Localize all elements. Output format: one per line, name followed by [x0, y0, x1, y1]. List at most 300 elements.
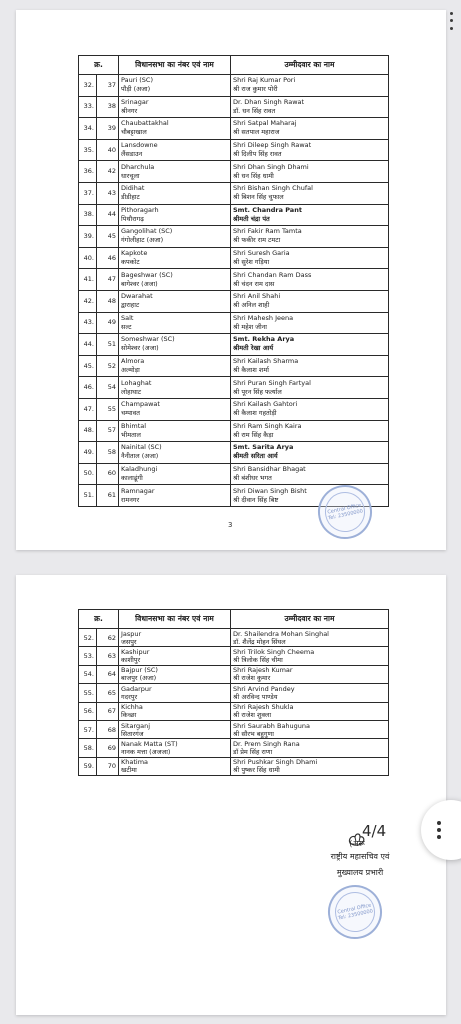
constituency-name-hi: चौबट्टाखाल [121, 128, 147, 137]
constituency-name-hi: लैंसडाउन [121, 150, 143, 159]
candidate-name-hi: श्री पुष्कर सिंह धामी [233, 766, 280, 775]
constituency-name-en: Jaspur [121, 629, 142, 638]
constituency-number: 52 [107, 361, 116, 370]
row-candidate [231, 204, 389, 226]
row-constituency-number [97, 334, 119, 356]
row-constituency [119, 420, 231, 442]
candidate-name-en: Shri Suresh Garia [233, 249, 290, 258]
row-constituency-number [97, 720, 119, 738]
overflow-menu-button[interactable] [446, 10, 456, 32]
constituency-number: 39 [107, 123, 116, 132]
constituency-number: 67 [107, 707, 116, 716]
candidate-name-hi: श्री राज कुमार पोरी [233, 85, 278, 94]
row-constituency [119, 269, 231, 291]
constituency-name-hi: रामनगर [121, 495, 140, 504]
table-row [79, 398, 389, 420]
row-candidate [231, 226, 389, 248]
sno-text: 38. [83, 210, 94, 219]
constituency-name-en: Kapkote [121, 249, 148, 258]
sno-text: 34. [83, 123, 94, 132]
candidate-name-en: Shri Dhan Singh Dhami [233, 162, 309, 171]
constituency-number: 44 [107, 210, 116, 219]
row-constituency-number [97, 269, 119, 291]
sno-text: 53. [83, 652, 94, 661]
candidate-name-hi: श्री कैलाश शर्मा [233, 366, 269, 375]
row-sno [79, 269, 97, 291]
constituency-name-hi: पिथौरागढ़ [121, 214, 144, 223]
row-sno [79, 161, 97, 183]
candidate-name-hi: श्री बंशीधर भगत [233, 473, 272, 482]
row-sno [79, 312, 97, 334]
row-constituency-number [97, 161, 119, 183]
candidate-name-en: Shri Diwan Singh Bisht [233, 486, 307, 495]
row-constituency-number [97, 182, 119, 204]
row-constituency-number [97, 757, 119, 775]
constituency-number: 55 [107, 404, 116, 413]
row-constituency-number [97, 377, 119, 399]
constituency-name-en: Ramnagar [121, 486, 155, 495]
candidate-name-en: Shri Bishan Singh Chufal [233, 184, 313, 193]
table-row [79, 420, 389, 442]
candidate-name-hi: डॉ. धन सिंह रावत [233, 106, 276, 115]
row-constituency-number [97, 485, 119, 507]
row-constituency [119, 118, 231, 140]
table-row [79, 629, 389, 647]
row-sno [79, 757, 97, 775]
constituency-name-hi: बाजपुर (अजा) [121, 674, 157, 683]
constituency-number: 69 [107, 744, 116, 753]
constituency-name-hi: बागेश्वर (अजा) [121, 279, 158, 288]
constituency-number: 54 [107, 383, 116, 392]
candidate-name-en: Shri Bansidhar Bhagat [233, 464, 306, 473]
document-page-3 [16, 10, 446, 550]
row-candidate [231, 757, 389, 775]
row-constituency-number [97, 96, 119, 118]
header-candidate: उम्मीदवार का नाम [231, 56, 389, 75]
row-constituency [119, 702, 231, 720]
constituency-name-hi: भीमताल [121, 430, 141, 439]
row-constituency [119, 334, 231, 356]
row-sno [79, 96, 97, 118]
table-row [79, 355, 389, 377]
row-constituency [119, 75, 231, 97]
row-candidate [231, 684, 389, 702]
row-constituency [119, 204, 231, 226]
row-candidate [231, 290, 389, 312]
candidate-name-en: Shri Rajesh Shukla [233, 703, 294, 712]
candidate-name-hi: डॉ प्रेम सिंह राणा [233, 748, 273, 757]
constituency-name-hi: डीडीहाट [121, 193, 140, 202]
constituency-name-en: Pauri (SC) [121, 76, 154, 85]
row-constituency-number [97, 398, 119, 420]
candidate-name-hi: श्री अनिल शाही [233, 301, 270, 310]
constituency-number: 47 [107, 275, 116, 284]
table-row [79, 312, 389, 334]
row-sno [79, 442, 97, 464]
table-row [79, 182, 389, 204]
row-constituency [119, 463, 231, 485]
constituency-number: 46 [107, 253, 116, 262]
row-candidate [231, 398, 389, 420]
constituency-name-hi: पौड़ी (अजा) [121, 85, 151, 94]
constituency-name-hi: चम्पावत [121, 409, 140, 418]
constituency-number: 70 [107, 762, 116, 771]
table-row [79, 463, 389, 485]
row-constituency [119, 355, 231, 377]
constituency-number: 40 [107, 145, 116, 154]
header-sno: क्र. [79, 56, 119, 75]
candidate-name-en: Shri Dileep Singh Rawat [233, 141, 312, 150]
header-candidate: उम्मीदवार का नाम [231, 610, 389, 629]
sno-text: 58. [83, 744, 94, 753]
row-candidate [231, 182, 389, 204]
sno-text: 50. [83, 469, 94, 478]
table-body [79, 629, 389, 776]
row-constituency [119, 161, 231, 183]
row-constituency-number [97, 247, 119, 269]
candidate-name-en: Shri Kailash Gahtori [233, 400, 298, 409]
row-constituency-number [97, 204, 119, 226]
table-row [79, 75, 389, 97]
candidate-name-en: Smt. Chandra Pant [233, 205, 302, 214]
sno-text: 43. [83, 318, 94, 327]
constituency-name-hi: किच्छा [121, 711, 137, 720]
row-sno [79, 377, 97, 399]
row-constituency [119, 684, 231, 702]
constituency-name-hi: सितारगंज [121, 729, 144, 738]
sno-text: 51. [83, 491, 94, 500]
row-sno [79, 334, 97, 356]
sno-text: 41. [83, 275, 94, 284]
sno-text: 46. [83, 383, 94, 392]
row-constituency-number [97, 118, 119, 140]
row-sno [79, 665, 97, 683]
table-row [79, 684, 389, 702]
candidate-name-en: Shri Fakir Ram Tamta [233, 227, 302, 236]
row-candidate [231, 377, 389, 399]
row-constituency-number [97, 629, 119, 647]
candidate-name-en: Shri Ram Singh Kaira [233, 421, 302, 430]
constituency-number: 38 [107, 102, 116, 111]
row-constituency-number [97, 442, 119, 464]
candidate-name-hi: श्री धन सिंह धामी [233, 171, 274, 180]
row-constituency-number [97, 647, 119, 665]
sno-text: 59. [83, 762, 94, 771]
candidate-name-hi: डॉ. शैलेंद्र मोहन सिंघल [233, 637, 286, 646]
table-row [79, 647, 389, 665]
candidate-name-hi: श्री सौरभ बहुगुणा [233, 729, 274, 738]
more-vertical-icon [450, 12, 453, 15]
page-number: 3 [228, 521, 233, 529]
row-constituency [119, 182, 231, 204]
row-candidate [231, 647, 389, 665]
constituency-name-en: Didihat [121, 184, 145, 193]
candidate-name-hi: श्री अरविन्द पाण्डेय [233, 692, 278, 701]
constituency-number: 37 [107, 80, 116, 89]
constituency-name-hi: कालाढूंगी [121, 473, 143, 482]
sno-text: 48. [83, 426, 94, 435]
candidate-name-en: Shri Kailash Sharma [233, 357, 299, 366]
row-constituency-number [97, 702, 119, 720]
row-constituency [119, 247, 231, 269]
row-candidate [231, 442, 389, 464]
header-constituency: विधानसभा का नंबर एवं नाम [119, 56, 231, 75]
document-page-4 [16, 575, 446, 1015]
table-row [79, 442, 389, 464]
row-sno [79, 139, 97, 161]
row-sno [79, 720, 97, 738]
row-candidate [231, 629, 389, 647]
signature-designation: राष्ट्रीय महासचिव एवं [330, 852, 390, 861]
row-candidate [231, 334, 389, 356]
row-constituency [119, 226, 231, 248]
constituency-number: 64 [107, 670, 116, 679]
constituency-name-en: Pithoragarh [121, 205, 159, 214]
row-sno [79, 398, 97, 420]
row-sno [79, 647, 97, 665]
constituency-name-en: Chaubattakhal [121, 119, 169, 128]
constituency-name-en: Kashipur [121, 648, 150, 657]
sno-text: 40. [83, 253, 94, 262]
candidate-name-hi: श्रीमती सरिता आर्य [233, 452, 278, 461]
row-constituency-number [97, 226, 119, 248]
constituency-number: 57 [107, 426, 116, 435]
candidate-name-hi: श्री दीवान सिंह बिष्ट [233, 495, 279, 504]
sno-text: 37. [83, 188, 94, 197]
candidate-name-hi: श्री राम सिंह कैड़ा [233, 430, 274, 439]
row-candidate [231, 312, 389, 334]
candidate-name-en: Smt. Rekha Arya [233, 335, 295, 344]
sno-text: 54. [83, 670, 94, 679]
constituency-name-hi: खटीमा [121, 766, 137, 775]
candidate-name-hi: श्री पूरन सिंह फर्त्याल [233, 387, 282, 396]
constituency-number: 43 [107, 188, 116, 197]
table-row [79, 269, 389, 291]
candidate-name-hi: श्री फकीर राम टमटा [233, 236, 281, 245]
row-constituency-number [97, 420, 119, 442]
constituency-name-hi: अल्मोड़ा [121, 366, 140, 375]
constituency-name-en: Nainital (SC) [121, 443, 162, 452]
row-constituency [119, 485, 231, 507]
constituency-name-hi: नानक मत्ता (अजजा) [121, 748, 171, 757]
candidate-name-en: Shri Chandan Ram Dass [233, 270, 312, 279]
table-header-row [79, 56, 389, 75]
sno-text: 44. [83, 339, 94, 348]
table-row [79, 204, 389, 226]
candidate-name-en: Shri Pushkar Singh Dhami [233, 758, 318, 767]
table-row [79, 377, 389, 399]
table-row [79, 334, 389, 356]
candidate-name-en: Smt. Sarita Arya [233, 443, 294, 452]
constituency-name-en: Kichha [121, 703, 143, 712]
row-sno [79, 463, 97, 485]
sno-text: 49. [83, 447, 94, 456]
candidate-name-en: Shri Arvind Pandey [233, 684, 295, 693]
candidate-table [78, 609, 389, 776]
candidate-name-en: Dr. Prem Singh Rana [233, 740, 300, 749]
row-sno [79, 420, 97, 442]
constituency-name-hi: सोमेश्वर (अजा) [121, 344, 159, 353]
sno-text: 55. [83, 688, 94, 697]
constituency-name-en: Lansdowne [121, 141, 158, 150]
row-candidate [231, 739, 389, 757]
table-body [79, 75, 389, 507]
candidate-name-hi: श्री बिशन सिंह चुफाल [233, 193, 284, 202]
constituency-name-hi: सल्ट [121, 322, 132, 331]
constituency-number: 51 [107, 339, 116, 348]
row-constituency [119, 377, 231, 399]
candidate-name-hi: श्रीमती चंद्रा पंत [233, 214, 270, 223]
table-row [79, 739, 389, 757]
constituency-number: 61 [107, 491, 116, 500]
sno-text: 47. [83, 404, 94, 413]
constituency-name-hi: गंगोलीहाट (अजा) [121, 236, 164, 245]
row-constituency-number [97, 463, 119, 485]
row-constituency [119, 139, 231, 161]
constituency-number: 65 [107, 688, 116, 697]
table-row [79, 247, 389, 269]
sno-text: 42. [83, 296, 94, 305]
candidate-name-hi: श्री महेश जीना [233, 322, 267, 331]
constituency-name-en: Lohaghat [121, 378, 152, 387]
constituency-name-en: Dharchula [121, 162, 155, 171]
row-constituency [119, 442, 231, 464]
table-row [79, 118, 389, 140]
row-candidate [231, 355, 389, 377]
row-candidate [231, 139, 389, 161]
row-sno [79, 75, 97, 97]
candidate-name-hi: श्री सुरेश गड़िया [233, 258, 270, 267]
table-row [79, 702, 389, 720]
constituency-name-en: Gangolihat (SC) [121, 227, 173, 236]
candidate-name-en: Shri Satpal Maharaj [233, 119, 297, 128]
candidate-table [78, 55, 389, 507]
candidate-name-hi: श्रीमती रेखा आर्य [233, 344, 274, 353]
constituency-number: 62 [107, 633, 116, 642]
constituency-name-en: Salt [121, 313, 134, 322]
row-candidate [231, 463, 389, 485]
constituency-name-en: Srinagar [121, 97, 149, 106]
constituency-number: 60 [107, 469, 116, 478]
candidate-name-en: Dr. Dhan Singh Rawat [233, 97, 305, 106]
candidate-name-hi: श्री कैलाश गहतोड़ी [233, 409, 277, 418]
table-row [79, 226, 389, 248]
sno-text: 36. [83, 167, 94, 176]
constituency-name-hi: द्वाराहाट [121, 301, 140, 310]
sno-text: 39. [83, 231, 94, 240]
row-sno [79, 739, 97, 757]
sno-text: 52. [83, 633, 94, 642]
row-constituency-number [97, 312, 119, 334]
row-candidate [231, 665, 389, 683]
office-stamp [323, 880, 387, 944]
candidate-name-en: Shri Rajesh Kumar [233, 666, 293, 675]
candidate-name-en: Shri Trilok Singh Cheema [233, 648, 315, 657]
row-constituency-number [97, 75, 119, 97]
signature-office: मुख्यालय प्रभारी [336, 868, 384, 877]
candidate-name-en: Shri Anil Shahi [233, 292, 281, 301]
constituency-name-en: Sitarganj [121, 721, 151, 730]
stamp-text: Central Office Tel: 23500000 [326, 502, 364, 522]
row-constituency-number [97, 139, 119, 161]
constituency-name-hi: नैनीताल (अजा) [121, 452, 159, 461]
signature-name: (अरू [349, 839, 365, 848]
page-indicator: 4/4 [362, 822, 387, 840]
constituency-name-en: Almora [121, 357, 145, 366]
table-row [79, 139, 389, 161]
table-header-row [79, 610, 389, 629]
table-row [79, 665, 389, 683]
row-candidate [231, 75, 389, 97]
constituency-name-hi: काशीपुर [121, 656, 141, 665]
constituency-number: 45 [107, 231, 116, 240]
row-candidate [231, 420, 389, 442]
candidate-name-hi: श्री चंदन राम दास [233, 279, 275, 288]
table-row [79, 757, 389, 775]
row-constituency [119, 312, 231, 334]
constituency-name-en: Champawat [121, 400, 160, 409]
row-constituency [119, 757, 231, 775]
header-sno: क्र. [79, 610, 119, 629]
table-row [79, 290, 389, 312]
constituency-name-hi: गदरपुर [121, 692, 138, 701]
row-constituency [119, 647, 231, 665]
row-candidate [231, 96, 389, 118]
candidate-name-hi: श्री सतपाल महाराज [233, 128, 280, 137]
constituency-name-en: Kaladhungi [121, 464, 158, 473]
candidate-name-en: Shri Saurabh Bahuguna [233, 721, 311, 730]
constituency-name-hi: श्रीनगर [121, 106, 138, 115]
row-sno [79, 226, 97, 248]
constituency-name-hi: धारचूला [121, 171, 140, 180]
row-sno [79, 247, 97, 269]
constituency-number: 42 [107, 167, 116, 176]
row-constituency-number [97, 665, 119, 683]
row-constituency [119, 96, 231, 118]
constituency-name-en: Khatima [121, 758, 149, 767]
candidate-name-hi: श्री त्रिलोक सिंह चीमा [233, 656, 283, 665]
constituency-number: 48 [107, 296, 116, 305]
candidate-name-hi: श्री राजेश शुक्ला [233, 711, 272, 720]
constituency-name-en: Bageshwar (SC) [121, 270, 173, 279]
row-constituency-number [97, 355, 119, 377]
row-candidate [231, 702, 389, 720]
row-candidate [231, 720, 389, 738]
sno-text: 56. [83, 707, 94, 716]
row-candidate [231, 247, 389, 269]
row-sno [79, 684, 97, 702]
row-constituency-number [97, 684, 119, 702]
more-vertical-icon [437, 821, 441, 839]
row-candidate [231, 118, 389, 140]
row-sno [79, 702, 97, 720]
constituency-number: 63 [107, 652, 116, 661]
header-constituency: विधानसभा का नंबर एवं नाम [119, 610, 231, 629]
table-row [79, 720, 389, 738]
sno-text: 33. [83, 102, 94, 111]
candidate-name-en: Shri Mahesh Jeena [233, 313, 294, 322]
candidate-name-en: Dr. Shailendra Mohan Singhal [233, 629, 329, 638]
row-constituency-number [97, 739, 119, 757]
row-constituency-number [97, 290, 119, 312]
sno-text: 45. [83, 361, 94, 370]
constituency-name-en: Gadarpur [121, 684, 152, 693]
stamp-text: Central Office Tel: 23500000 [336, 902, 374, 922]
candidate-name-en: Shri Raj Kumar Pori [233, 76, 296, 85]
constituency-number: 58 [107, 447, 116, 456]
constituency-name-en: Bajpur (SC) [121, 666, 158, 675]
row-sno [79, 182, 97, 204]
